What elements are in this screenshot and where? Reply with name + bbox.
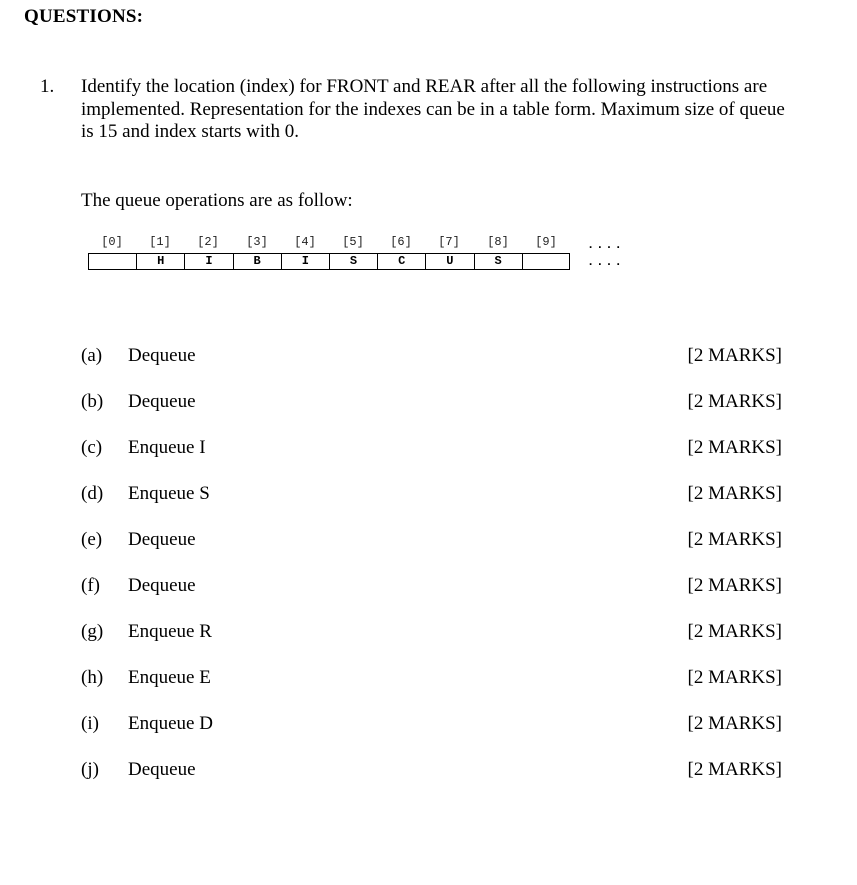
queue-index: [7]: [438, 235, 460, 249]
question-text: Identify the location (index) for FRONT and REAR after all the following instructions are implemented. Representation for the indexes can be in a table form. Maximum size of queue is 15 and index starts with 0.: [81, 76, 785, 142]
operation-marks: [2 MARKS]: [687, 437, 782, 458]
operation-item: [81, 759, 786, 783]
queue-continuation-bottom: ....: [587, 255, 624, 269]
queue-cell: C: [378, 254, 426, 269]
operation-marks: [2 MARKS]: [687, 713, 782, 734]
operation-text: Enqueue D: [128, 713, 213, 734]
operation-item: [81, 713, 786, 737]
operation-label: (f): [81, 575, 100, 596]
operation-item: [81, 575, 786, 599]
operations-intro: The queue operations are as follow:: [81, 190, 353, 211]
operation-text: Enqueue S: [128, 483, 210, 504]
queue-index: [8]: [487, 235, 509, 249]
operation-item: [81, 437, 786, 461]
queue-cell: S: [330, 254, 378, 269]
queue-cell: H: [137, 254, 185, 269]
operation-item: [81, 621, 786, 645]
operation-text: Enqueue I: [128, 437, 206, 458]
operation-marks: [2 MARKS]: [687, 345, 782, 366]
operation-label: (d): [81, 483, 104, 504]
operation-text: Dequeue: [128, 529, 196, 550]
queue-cell: B: [234, 254, 282, 269]
operation-marks: [2 MARKS]: [687, 759, 782, 780]
operation-marks: [2 MARKS]: [687, 391, 782, 412]
operation-label: (g): [81, 621, 104, 642]
queue-cell: [89, 254, 137, 269]
operation-label: (c): [81, 437, 103, 458]
operation-text: Enqueue R: [128, 621, 212, 642]
queue-cell: [523, 254, 571, 269]
operation-label: (b): [81, 391, 104, 412]
queue-array: [88, 253, 570, 270]
queue-index: [1]: [149, 235, 171, 249]
operation-item: [81, 483, 786, 507]
operation-text: Enqueue E: [128, 667, 211, 688]
question-number: 1.: [40, 76, 55, 97]
operation-text: Dequeue: [128, 391, 196, 412]
page-heading: QUESTIONS:: [24, 6, 144, 27]
operation-text: Dequeue: [128, 345, 196, 366]
operation-label: (e): [81, 529, 103, 550]
operation-marks: [2 MARKS]: [687, 483, 782, 504]
queue-index: [4]: [294, 235, 316, 249]
operation-item: [81, 667, 786, 691]
operation-marks: [2 MARKS]: [687, 575, 782, 596]
operation-marks: [2 MARKS]: [687, 667, 782, 688]
operation-label: (i): [81, 713, 99, 734]
operation-marks: [2 MARKS]: [687, 621, 782, 642]
operation-label: (a): [81, 345, 103, 366]
operation-marks: [2 MARKS]: [687, 529, 782, 550]
queue-index: [3]: [246, 235, 268, 249]
queue-cell: I: [185, 254, 233, 269]
operation-label: (j): [81, 759, 99, 780]
queue-index: [2]: [197, 235, 219, 249]
operation-text: Dequeue: [128, 759, 196, 780]
operation-label: (h): [81, 667, 104, 688]
queue-index: [0]: [101, 235, 123, 249]
queue-index: [5]: [342, 235, 364, 249]
operation-item: [81, 391, 786, 415]
operation-item: [81, 529, 786, 553]
operation-text: Dequeue: [128, 575, 196, 596]
queue-cell: S: [475, 254, 523, 269]
queue-cell: U: [426, 254, 474, 269]
queue-cell: I: [282, 254, 330, 269]
operation-item: [81, 345, 786, 369]
queue-index: [9]: [535, 235, 557, 249]
queue-continuation-top: ....: [587, 238, 624, 252]
queue-index: [6]: [390, 235, 412, 249]
